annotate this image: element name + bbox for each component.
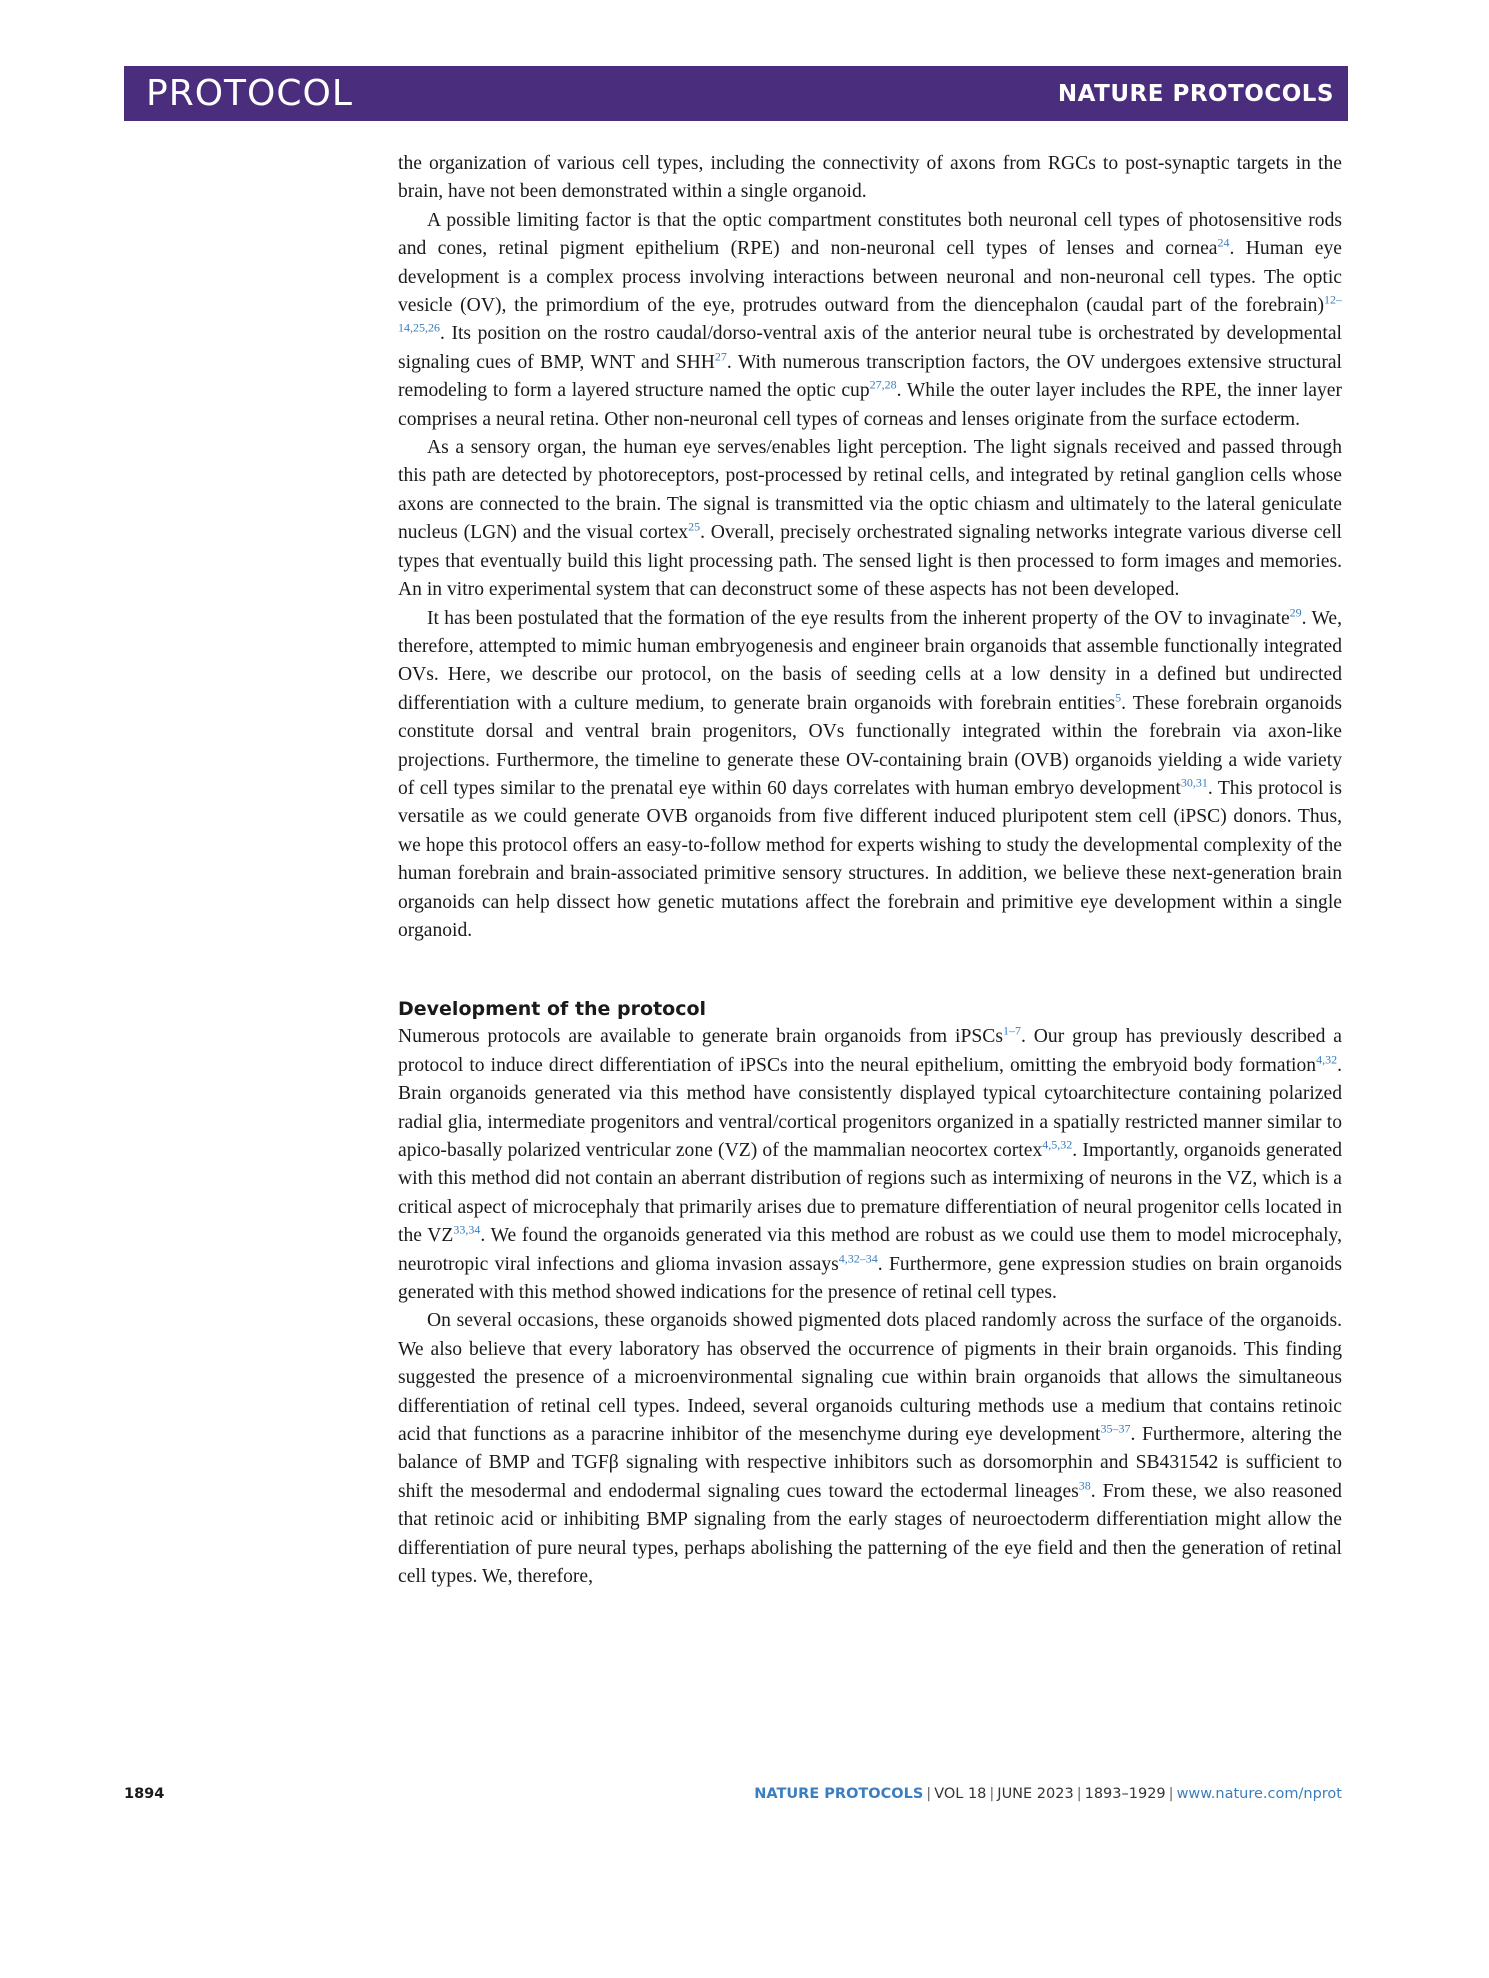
header-banner [124,66,1348,121]
citation-link[interactable]: 12–14,25,26 [398,292,1342,335]
text-segment: A possible limiting factor is that the optic compartment constitutes both neuronal cell types of photosensitive rods and cones, retinal pigment epithelium (RPE) and non-neuronal cell types of lenses and cornea [398,209,1342,260]
section-heading: Development of the protocol [398,998,707,1021]
page-footer [124,1786,1342,1810]
text-segment: It has been postulated that the formation of the eye results from the inherent property of the OV to invaginate [427,607,1290,629]
text-segment: . We found the organoids generated via this method are robust as we could use them to model microcephaly, neurotropic viral infections and glioma invasion assays [398,1225,1342,1275]
paragraph [398,207,1342,434]
text-segment: . Human eye development is a complex process involving interactions between neuronal and non-neuronal cell types. The optic vesicle (OV), the primordium of the eye, protrudes outward from the diencephalon (caudal part of the forebrain) [398,238,1342,317]
footer-citation: NATURE PROTOCOLS | VOL 18 | JUNE 2023 | 1893–1929 | www.nature.com/nprot [754,1786,1342,1802]
text-segment: On several occasions, these organoids showed pigmented dots placed randomly across the surface of the organoids. We also believe that every laboratory has observed the occurrence of pigments in their brain organoids. This finding suggested the presence of a microenvironmental signaling cue within brain organoids that allows the simultaneous differentiation of retinal cell types. Indeed, several organoids culturing methods use a medium that contains retinoic acid that functions as a paracrine inhibitor of the mesenchyme during eye development [398,1310,1342,1446]
paragraph [398,434,1342,604]
footer-url[interactable]: www.nature.com/nprot [1176,1786,1342,1802]
footer-volume: VOL 18 [934,1786,987,1802]
citation-link[interactable]: 4,32 [1316,1052,1338,1067]
citation-link[interactable]: 38 [1078,1478,1091,1493]
text-segment: Numerous protocols are available to generate brain organoids from iPSCs [398,1026,1003,1048]
citation-link[interactable]: 24 [1217,235,1230,250]
paragraph [398,1023,1342,1307]
citation-link[interactable]: 27 [714,349,727,364]
citation-link[interactable]: 35–37 [1100,1421,1131,1436]
text-segment: . This protocol is versatile as we could generate OVB organoids from five different induced pluripotent stem cell (iPSC) donors. Thus, we hope this protocol offers an easy-to-follow method for experts wishing to study the developmental complexity of the human forebrain and brain-associated primitive sensory structures. In addition, we believe these next-generation brain organoids can help dissect how genetic mutations affect the forebrain and primitive eye development within a single organoid. [398,777,1342,941]
citation-link[interactable]: 33,34 [453,1222,481,1237]
text-segment: . Brain organoids generated via this method have consistently displayed typical cytoarchitecture containing polarized radial glia, intermediate progenitors and ventral/cortical progenitors organized in a spatially restricted manner similar to apico-basally polarized ventricular zone (VZ) of the mammalian neocortex cortex [398,1054,1342,1161]
section-label: PROTOCOL [146,73,353,114]
citation-link[interactable]: 30,31 [1180,775,1208,790]
citation-link[interactable]: 4,5,32 [1042,1137,1073,1152]
text-segment: As a sensory organ, the human eye serves/enables light perception. The light signals received and passed through this path are detected by photoreceptors, post-processed by retinal cells, and integrated by retinal ganglion cells whose axons are connected to the brain. The signal is transmitted via the optic chiasm and ultimately to the lateral geniculate nucleus (LGN) and the visual cortex [398,437,1342,544]
text-segment: . With numerous transcription factors, the OV undergoes extensive structural remodeling to form a layered structure named the optic cup [398,351,1342,402]
text-segment: . Our group has previously described a protocol to induce direct differentiation of iPSCs into the neural epithelium, omitting the embryoid body formation [398,1026,1342,1076]
text-segment: . While the outer layer includes the RPE, the inner layer comprises a neural retina. Other non-neuronal cell types of corneas and lenses originate from the surface ectoderm. [398,380,1342,430]
citation-link[interactable]: 1–7 [1002,1023,1021,1038]
journal-name: NATURE PROTOCOLS [1057,80,1334,107]
citation-link[interactable]: 25 [688,519,701,534]
article-body [398,150,1342,1592]
text-segment: . Its position on the rostro caudal/dorso-ventral axis of the anterior neural tube is orchestrated by developmental signaling cues of BMP, WNT and SHH [398,323,1342,373]
text-segment: . Furthermore, altering the balance of BMP and TGFβ signaling with respective inhibitors such as dorsomorphin and SB431542 is sufficient to shift the mesodermal and endodermal signaling cues toward the ectodermal lineages [398,1424,1342,1502]
text-segment: . We, therefore, attempted to mimic human embryogenesis and engineer brain organoids that assemble functionally integrated OVs. Here, we describe our protocol, on the basis of seeding cells at a low density in a defined but undirected differentiation with a culture medium, to generate brain organoids with forebrain entities [398,607,1342,714]
text-segment: . These forebrain organoids constitute dorsal and ventral brain progenitors, OVs functionally integrated within the forebrain via axon-like projections. Furthermore, the timeline to generate these OV-containing brain (OVB) organoids yielding a wide variety of cell types similar to the prenatal eye within 60 days correlates with human embryo development [398,692,1343,799]
footer-journal: NATURE PROTOCOLS [754,1786,924,1802]
text-segment: . Overall, precisely orchestrated signaling networks integrate various diverse cell types that eventually build this light processing path. The sensed light is then processed to form images and memories. An in vitro experimental system that can deconstruct some of these aspects has not been developed. [398,522,1342,601]
page-number: 1894 [124,1786,165,1802]
citation-link[interactable]: 4,32–34 [838,1251,878,1266]
citation-link[interactable]: 5 [1115,690,1122,705]
text-segment: . Importantly, organoids generated with this method did not contain an aberrant distribution of regions such as intermixing of neurons in the VZ, which is a critical aspect of microcephaly that primarily arises due to premature differentiation of neural progenitor cells located in the VZ [398,1140,1342,1247]
paragraph [398,150,1342,207]
text-segment: . From these, we also reasoned that retinoic acid or inhibiting BMP signaling from the early stages of neuroectoderm differentiation might allow the differentiation of pure neural types, perhaps abolishing the patterning of the eye field and then the generation of retinal cell types. We, therefore, [398,1480,1342,1588]
citation-link[interactable]: 29 [1289,604,1302,619]
paragraph [398,1307,1342,1591]
citation-link[interactable]: 27,28 [869,377,897,392]
text-segment: . Furthermore, gene expression studies on brain organoids generated with this method showed indications for the presence of retinal cell types. [398,1253,1342,1304]
footer-pages: 1893–1929 [1084,1786,1166,1802]
text-segment: the organization of various cell types, including the connectivity of axons from RGCs to post-synaptic targets in the brain, have not been demonstrated within a single organoid. [398,153,1342,203]
paragraph [398,605,1342,946]
footer-date: JUNE 2023 [997,1786,1074,1802]
